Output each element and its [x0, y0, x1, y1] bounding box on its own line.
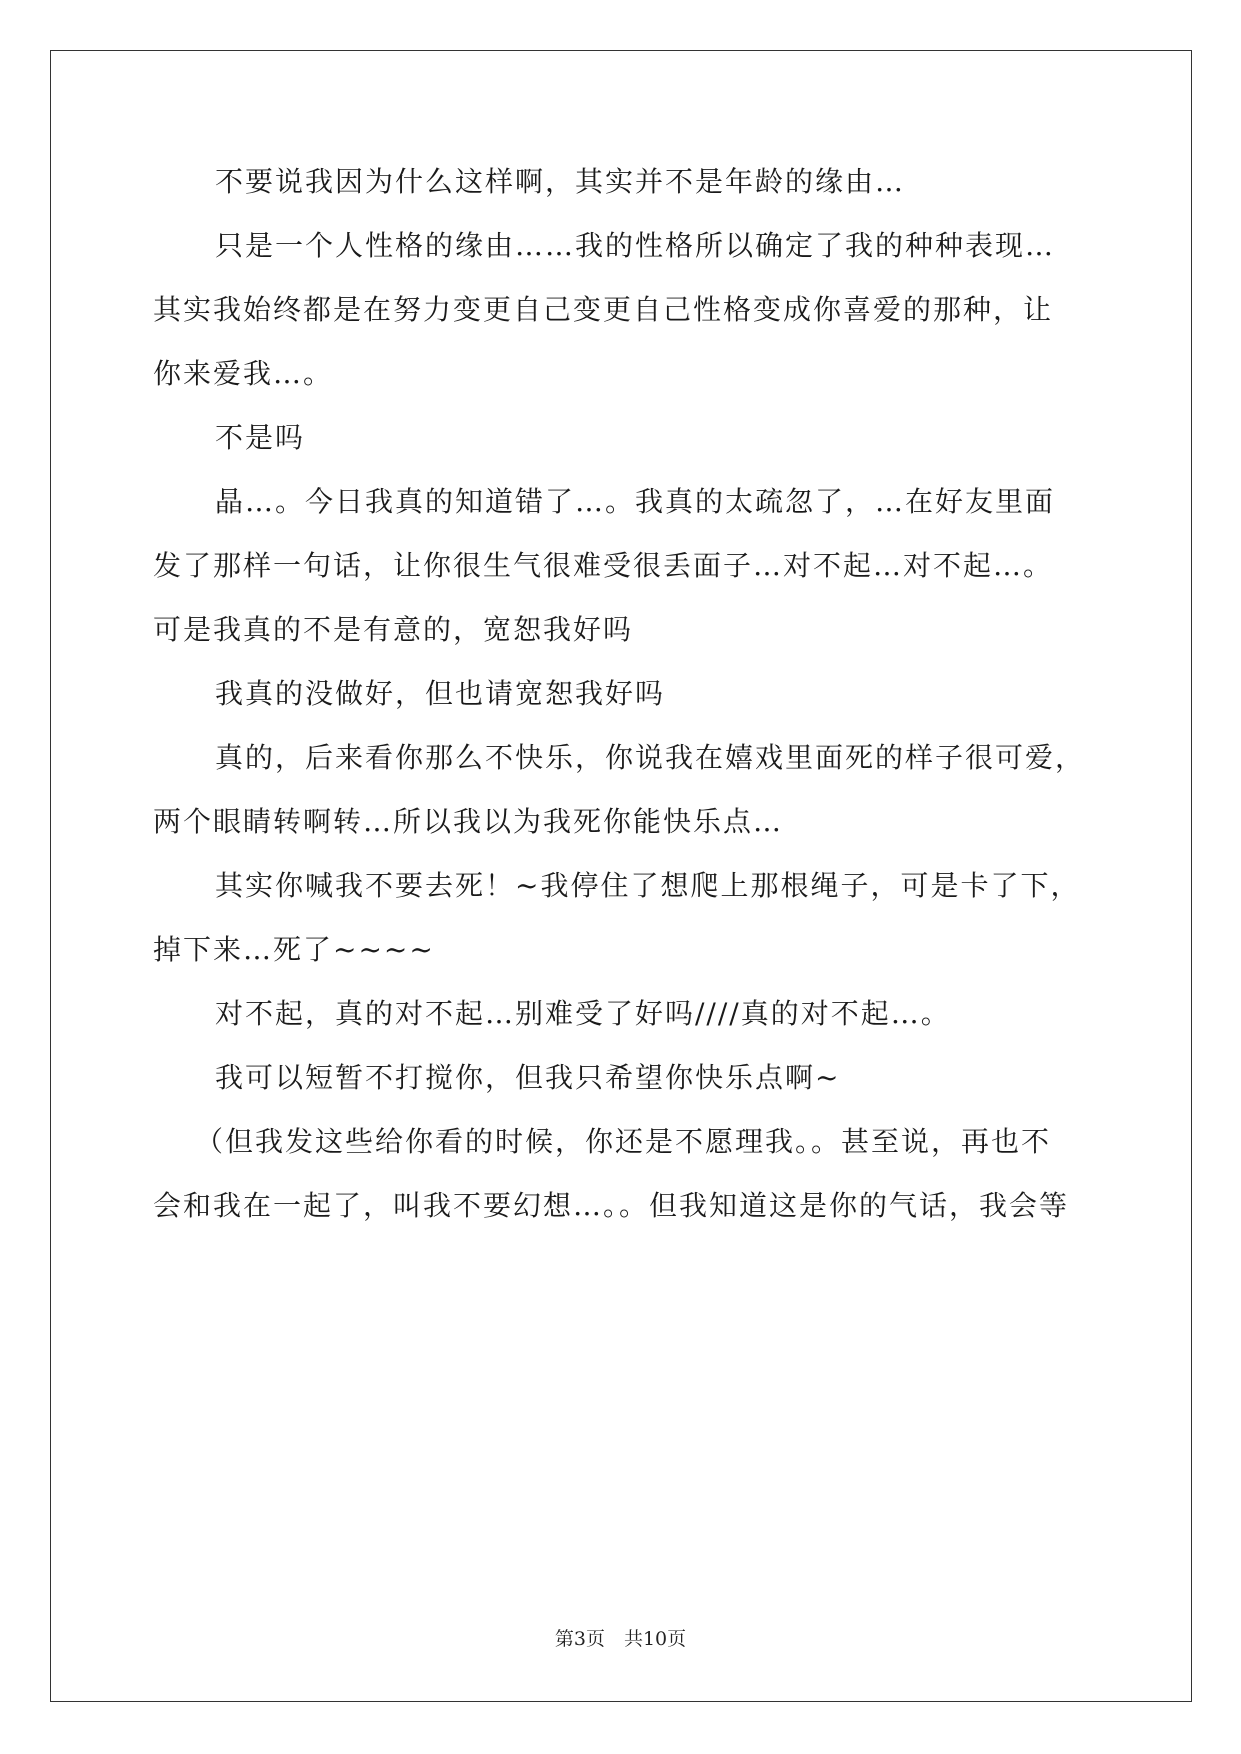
text-line-4: 你来爱我…。: [153, 357, 334, 390]
text-line-8: 可是我真的不是有意的，宽恕我好吗: [153, 613, 634, 646]
text-line-6: 晶…。今日我真的知道错了…。我真的太疏忽了，…在好友里面: [215, 485, 1056, 518]
text-line-13: 掉下来…死了~~~~: [153, 933, 435, 966]
text-line-9: 我真的没做好，但也请宽恕我好吗: [215, 677, 666, 710]
text-line-2: 只是一个人性格的缘由……我的性格所以确定了我的种种表现…: [215, 229, 1056, 262]
text-line-17: 会和我在一起了，叫我不要幻想…。。但我知道这是你的气话，我会等: [153, 1189, 1070, 1222]
text-line-15: 我可以短暂不打搅你，但我只希望你快乐点啊~: [215, 1061, 841, 1094]
page-number-footer: 第3页 共10页: [554, 1628, 687, 1650]
text-line-14: 对不起，真的对不起…别难受了好吗////真的对不起…。: [215, 997, 951, 1030]
text-line-5: 不是吗: [215, 421, 306, 454]
text-line-3: 其实我始终都是在努力变更自己变更自己性格变成你喜爱的那种，让: [153, 293, 1054, 326]
text-line-1: 不要说我因为什么这样啊，其实并不是年龄的缘由…: [215, 165, 906, 198]
text-line-16: （但我发这些给你看的时候，你还是不愿理我。。甚至说，再也不: [195, 1125, 1052, 1158]
text-line-10: 真的，后来看你那么不快乐，你说我在嬉戏里面死的样子很可爱，: [215, 741, 1086, 774]
text-line-12: 其实你喊我不要去死！~我停住了想爬上那根绳子，可是卡了下，: [215, 869, 1081, 902]
text-line-7: 发了那样一句话，让你很生气很难受很丢面子…对不起…对不起…。: [153, 549, 1054, 582]
text-line-11: 两个眼睛转啊转…所以我以为我死你能快乐点…: [153, 805, 784, 838]
